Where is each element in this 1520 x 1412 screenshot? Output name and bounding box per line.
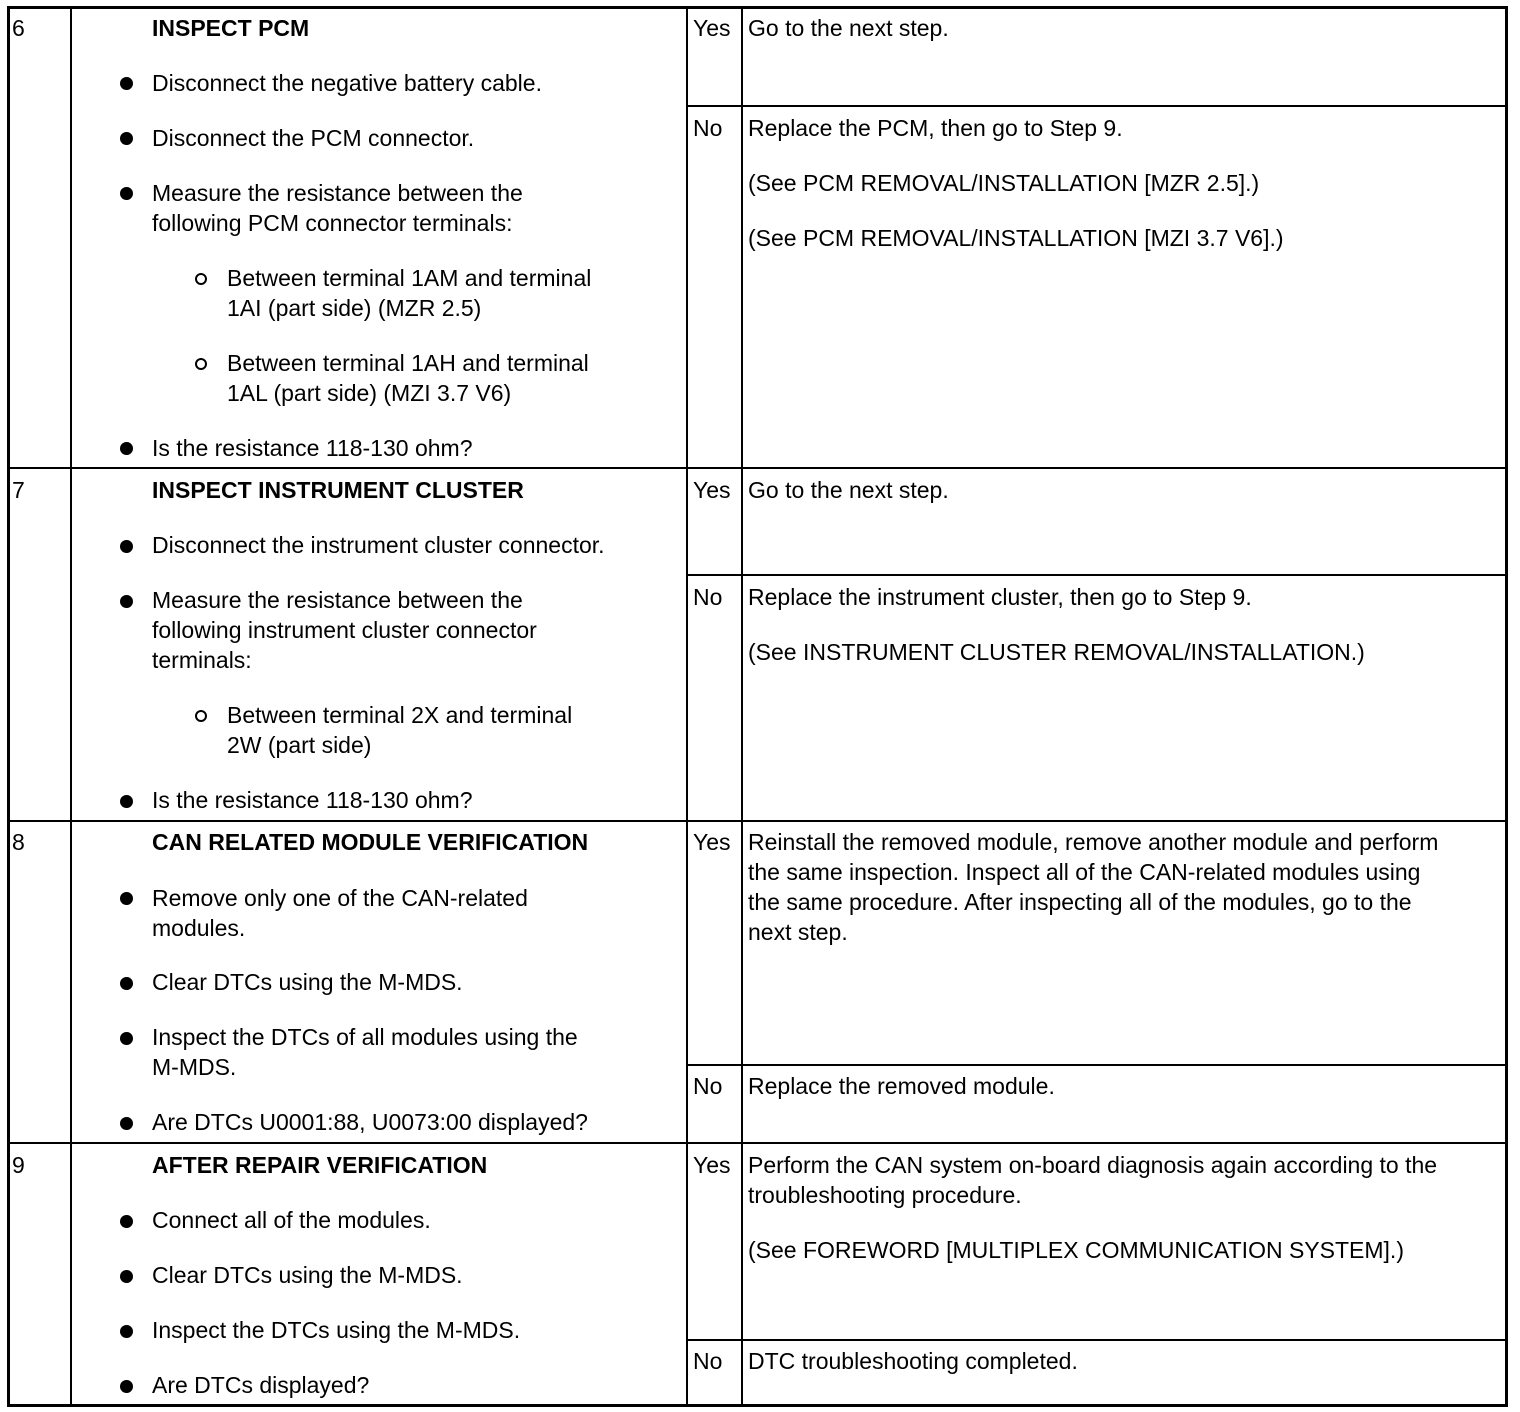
action-item: Measure the resistance between the — [152, 180, 523, 206]
action-item: Inspect the DTCs of all modules using the — [152, 1024, 578, 1050]
yes-no-separator — [686, 574, 1508, 576]
bullet-icon — [120, 595, 133, 608]
step-title: AFTER REPAIR VERIFICATION — [152, 1152, 488, 1178]
row-separator — [7, 467, 1508, 469]
border-right — [1505, 6, 1508, 1407]
no-result: (See PCM REMOVAL/INSTALLATION [MZI 3.7 V6].) — [748, 225, 1284, 251]
divider-action-col — [686, 6, 688, 1406]
step-number: 9 — [12, 1152, 25, 1178]
bullet-icon — [120, 892, 133, 905]
sub-bullet-icon — [195, 358, 207, 370]
yes-result: (See FOREWORD [MULTIPLEX COMMUNICATION SYSTEM].) — [748, 1237, 1404, 1263]
yes-no-separator — [686, 1064, 1508, 1066]
action-item: M-MDS. — [152, 1054, 237, 1080]
border-bottom — [7, 1404, 1508, 1407]
step-title: INSPECT INSTRUMENT CLUSTER — [152, 477, 524, 503]
action-item: following PCM connector terminals: — [152, 210, 513, 236]
no-result: Replace the removed module. — [748, 1073, 1055, 1099]
sub-bullet-icon — [195, 273, 207, 285]
no-label: No — [693, 1073, 723, 1099]
sub-item: Between terminal 2X and terminal — [227, 702, 573, 728]
sub-item: 1AL (part side) (MZI 3.7 V6) — [227, 380, 512, 406]
no-label: No — [693, 1348, 723, 1374]
bullet-icon — [120, 1032, 133, 1045]
bullet-icon — [120, 1117, 133, 1130]
sub-item: Between terminal 1AH and terminal — [227, 350, 589, 376]
action-item: Is the resistance 118-130 ohm? — [152, 435, 473, 461]
yes-no-separator — [686, 1339, 1508, 1341]
yes-result: Perform the CAN system on-board diagnosis again according to the — [748, 1152, 1438, 1178]
no-result: (See INSTRUMENT CLUSTER REMOVAL/INSTALLATION.) — [748, 639, 1365, 665]
bullet-icon — [120, 77, 133, 90]
step-number: 8 — [12, 829, 25, 855]
action-item: Connect all of the modules. — [152, 1207, 431, 1233]
sub-item: Between terminal 1AM and terminal — [227, 265, 592, 291]
yes-label: Yes — [693, 829, 731, 855]
sub-item: 1AI (part side) (MZR 2.5) — [227, 295, 482, 321]
yes-result: troubleshooting procedure. — [748, 1182, 1022, 1208]
action-item: Are DTCs U0001:88, U0073:00 displayed? — [152, 1109, 588, 1135]
no-result: (See PCM REMOVAL/INSTALLATION [MZR 2.5].) — [748, 170, 1260, 196]
yes-no-separator — [686, 105, 1508, 107]
no-result: Replace the PCM, then go to Step 9. — [748, 115, 1123, 141]
yes-result: next step. — [748, 919, 848, 945]
step-number: 6 — [12, 15, 25, 41]
border-top — [7, 6, 1508, 9]
bullet-icon — [120, 1380, 133, 1393]
yes-result: Reinstall the removed module, remove another module and perform — [748, 829, 1439, 855]
bullet-icon — [120, 1215, 133, 1228]
no-result: Replace the instrument cluster, then go to Step 9. — [748, 584, 1252, 610]
action-item: Are DTCs displayed? — [152, 1372, 370, 1398]
divider-result-col — [741, 6, 743, 1406]
action-item: terminals: — [152, 647, 252, 673]
step-number: 7 — [12, 477, 25, 503]
yes-label: Yes — [693, 477, 731, 503]
action-item: modules. — [152, 915, 246, 941]
no-label: No — [693, 115, 723, 141]
bullet-icon — [120, 977, 133, 990]
yes-label: Yes — [693, 1152, 731, 1178]
border-left — [7, 6, 10, 1407]
bullet-icon — [120, 795, 133, 808]
action-item: Disconnect the PCM connector. — [152, 125, 475, 151]
bullet-icon — [120, 540, 133, 553]
action-item: Disconnect the negative battery cable. — [152, 70, 542, 96]
row-separator — [7, 1142, 1508, 1144]
yes-result: the same inspection. Inspect all of the CAN-related modules using — [748, 859, 1421, 885]
step-title: CAN RELATED MODULE VERIFICATION — [152, 829, 589, 855]
yes-result: Go to the next step. — [748, 477, 949, 503]
sub-bullet-icon — [195, 710, 207, 722]
action-item: Measure the resistance between the — [152, 587, 523, 613]
action-item: Disconnect the instrument cluster connector. — [152, 532, 605, 558]
action-item: Is the resistance 118-130 ohm? — [152, 787, 473, 813]
bullet-icon — [120, 442, 133, 455]
bullet-icon — [120, 132, 133, 145]
no-label: No — [693, 584, 723, 610]
yes-result: the same procedure. After inspecting all of the modules, go to the — [748, 889, 1412, 915]
divider-step-col — [70, 6, 72, 1406]
step-title: INSPECT PCM — [152, 15, 310, 41]
action-item: following instrument cluster connector — [152, 617, 537, 643]
action-item: Clear DTCs using the M-MDS. — [152, 969, 463, 995]
bullet-icon — [120, 1270, 133, 1283]
bullet-icon — [120, 1325, 133, 1338]
row-separator — [7, 820, 1508, 822]
yes-label: Yes — [693, 15, 731, 41]
yes-result: Go to the next step. — [748, 15, 949, 41]
action-item: Inspect the DTCs using the M-MDS. — [152, 1317, 521, 1343]
bullet-icon — [120, 187, 133, 200]
sub-item: 2W (part side) — [227, 732, 372, 758]
action-item: Remove only one of the CAN-related — [152, 885, 528, 911]
action-item: Clear DTCs using the M-MDS. — [152, 1262, 463, 1288]
no-result: DTC troubleshooting completed. — [748, 1348, 1078, 1374]
